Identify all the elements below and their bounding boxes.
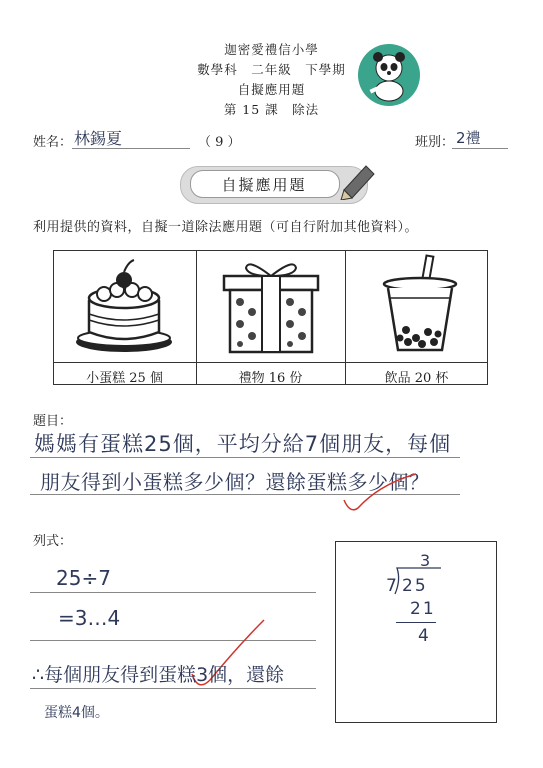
gift-label: 禮物 16 份 (238, 371, 303, 386)
class-underline (452, 148, 508, 149)
working-line-4: 蛋糕4個。 (44, 705, 109, 721)
working-label: 列式： (33, 534, 73, 549)
working-rule (30, 592, 316, 593)
ld-quotient: 3 (420, 551, 431, 570)
student-number: （ 9 ） (198, 135, 241, 150)
ld-product: 21 (410, 599, 436, 619)
question-rule (30, 457, 460, 458)
table-divider (345, 250, 346, 385)
working-rule (30, 688, 316, 689)
ld-dividend: 25 (402, 576, 428, 596)
working-line-1: 25÷7 (56, 566, 111, 590)
panda-badge (358, 44, 420, 106)
name-label: 姓名： (33, 135, 73, 150)
school-name: 迦密愛禮信小學 (224, 42, 319, 57)
name-value: 林錫夏 (74, 129, 123, 148)
panda-icon (358, 44, 420, 106)
question-label: 題目： (33, 414, 73, 429)
working-line-3: ∴每個朋友得到蛋糕3個，還餘 (32, 664, 285, 686)
working-line-2: =3…4 (58, 606, 121, 630)
drink-label: 飲品 20 杯 (384, 371, 449, 386)
drink-icon (378, 254, 468, 358)
instruction-text: 利用提供的資料，自擬一道除法應用題（可自行附加其他資料）。 (33, 220, 419, 235)
pencil-icon (338, 160, 378, 200)
question-line-1: 媽媽有蛋糕25個，平均分給7個朋友，每個 (34, 432, 452, 456)
subject-grade: 數學科 二年級 下學期 (197, 62, 346, 77)
ld-subtract-line (396, 622, 436, 623)
gift-icon (218, 254, 324, 358)
question-line-2: 朋友得到小蛋糕多少個？還餘蛋糕多少個？ (40, 470, 430, 494)
banner-title: 自擬應用題 (221, 176, 307, 194)
correction-tick (340, 470, 420, 516)
worksheet-title: 自擬應用題 (237, 82, 306, 97)
name-underline (72, 148, 190, 149)
class-value: 2禮 (456, 129, 481, 147)
ld-divisor: 7 (386, 576, 397, 596)
working-rule (30, 640, 316, 641)
class-label: 班別： (415, 135, 455, 150)
ld-remainder: 4 (418, 626, 429, 646)
table-divider (53, 362, 488, 363)
cake-icon (72, 254, 177, 358)
cake-label: 小蛋糕 25 個 (86, 371, 163, 386)
table-divider (196, 250, 197, 385)
lesson-title: 第 15 課 除法 (223, 102, 320, 117)
